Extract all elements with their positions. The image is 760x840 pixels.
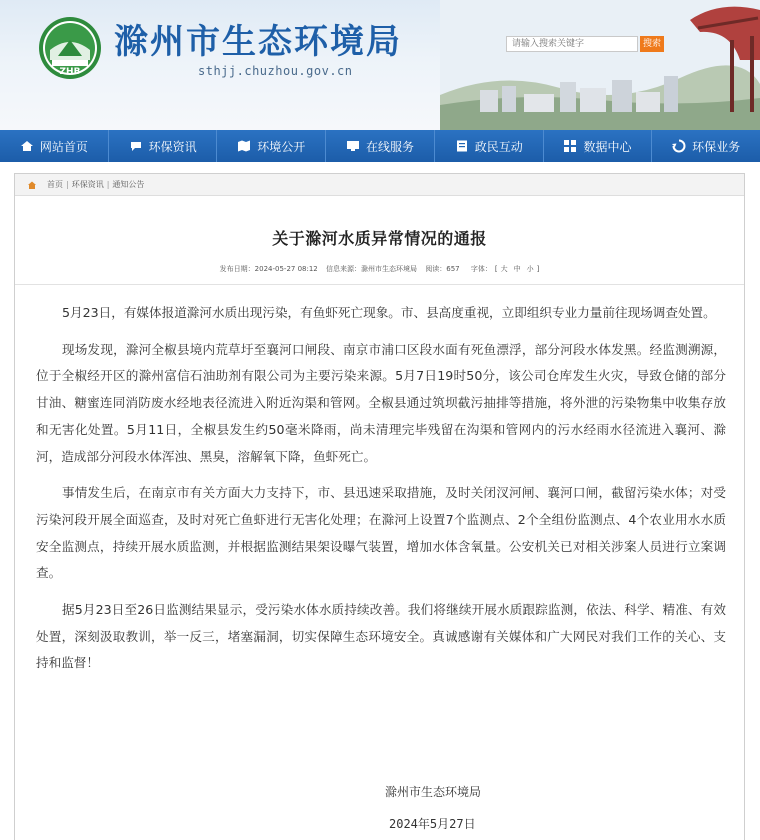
article-title: 关于滁河水质异常情况的通报 (272, 229, 487, 248)
breadcrumb-news[interactable]: 环保资讯 (71, 180, 104, 189)
nav-item-disclosure[interactable] (217, 130, 326, 162)
info-source: 信息来源：滁州市生态环境局 (326, 265, 417, 273)
book-icon (455, 139, 469, 153)
nav-item-business[interactable] (652, 130, 760, 162)
search-button[interactable]: 搜索 (640, 36, 664, 52)
zhb-logo (38, 16, 102, 80)
map-icon (237, 139, 251, 153)
font-size-control: 字体： [ 大 中 小 ] (470, 265, 540, 273)
article-paragraph: 现场发现，滁河全椒县境内荒草圩至襄河口闸段、南京市浦口区段水面有死鱼漂浮，部分河段水体发黑。经监测溯源，位于全椒经开区的滁州富信石油助剂有限公司为主要污染来源。5月7日19时50分，该公司仓库发生火灾，导致仓储的部分甘油、糖蜜连同消防废水经地表径流进入附近沟渠和管网。全椒县通过筑坝截污抽排等措施，将外泄的污染物集中收集存放和无害化处置。5月11日，全椒县发生约50毫米降雨，尚未清理完毕残留在沟渠和管网内的污水经雨水径流进入襄河、滁河，造成部分河段水体浑浊、黑臭，溶解氧下降，鱼虾死亡。 (36, 341, 726, 464)
font-medium-button[interactable]: 中 (513, 265, 521, 273)
article-panel (14, 173, 745, 840)
nav-item-home[interactable] (0, 130, 109, 162)
breadcrumb-separator: | (66, 180, 69, 189)
breadcrumb-notices[interactable]: 通知公告 (112, 180, 145, 189)
search-input[interactable] (506, 36, 638, 52)
breadcrumb-home[interactable]: 首页 (47, 180, 63, 189)
home-icon (27, 180, 37, 190)
grid-icon (563, 139, 577, 153)
view-count: 阅读：657 (425, 265, 460, 273)
logo-text: ZHB (59, 67, 81, 77)
publish-date: 发布日期：2024-05-27 08:12 (219, 265, 318, 273)
site-title: 滁州市生态环境局 (114, 22, 402, 62)
nav-item-news[interactable] (109, 130, 218, 162)
breadcrumb-separator: | (106, 180, 110, 189)
article-paragraph: 事情发生后，在南京市有关方面大力支持下，市、县迅速采取措施，及时关闭汊河闸、襄河口闸，截留污染水体；对受污染河段开展全面巡查，及时对死亡鱼虾进行无害化处理；在滁河上设置7个监测点、2个全组份监测点、4个农业用水水质安全监测点，持续开展水质监测，并根据监测结果架设曝气装置，增加水体含氧量。公安机关已对相关涉案人员进行立案调查。 (36, 485, 726, 581)
font-large-button[interactable]: 大 (500, 265, 508, 273)
article-meta (15, 264, 744, 274)
site-header (0, 0, 760, 130)
nav-item-label: 环境公开 (257, 139, 306, 154)
main-nav (0, 130, 760, 162)
nav-item-label: 网站首页 (39, 139, 88, 154)
monitor-icon (346, 139, 360, 153)
article-body (36, 300, 726, 687)
article-paragraph: 据5月23日至26日监测结果显示，受污染水体水质持续改善。我们将继续开展水质跟踪监测，依法、科学、精准、有效处置，深刻汲取教训，举一反三，堵塞漏洞，切实保障生态环境安全。真诚感谢有关媒体和广大网民对我们工作的关心、支持和监督！ (36, 602, 726, 671)
signature-org: 滁州市生态环境局 (385, 785, 482, 799)
nav-item-label: 数据中心 (583, 139, 632, 154)
chat-icon (129, 139, 143, 153)
home-icon (20, 139, 34, 153)
nav-item-label: 在线服务 (366, 139, 415, 154)
nav-item-label: 政民互动 (474, 139, 523, 154)
nav-item-label: 环保资讯 (148, 139, 197, 154)
font-small-button[interactable]: 小 (526, 265, 534, 273)
nav-item-data-center[interactable] (544, 130, 653, 162)
site-url: sthjj.chuzhou.gov.cn (198, 64, 353, 78)
nav-item-interaction[interactable] (435, 130, 544, 162)
breadcrumb (15, 174, 744, 196)
nav-item-label: 环保业务 (692, 139, 741, 154)
nav-item-online-service[interactable] (326, 130, 435, 162)
recycle-icon (672, 139, 686, 153)
city-skyline-banner (440, 0, 760, 130)
meta-divider (15, 284, 744, 285)
article-paragraph: 5月23日，有媒体报道滁河水质出现污染，有鱼虾死亡现象。市、县高度重视，立即组织专业力量前往现场调查处置。 (62, 305, 716, 320)
font-size-label: 字体： (470, 265, 492, 273)
signature-date: 2024年5月27日 (389, 817, 476, 831)
